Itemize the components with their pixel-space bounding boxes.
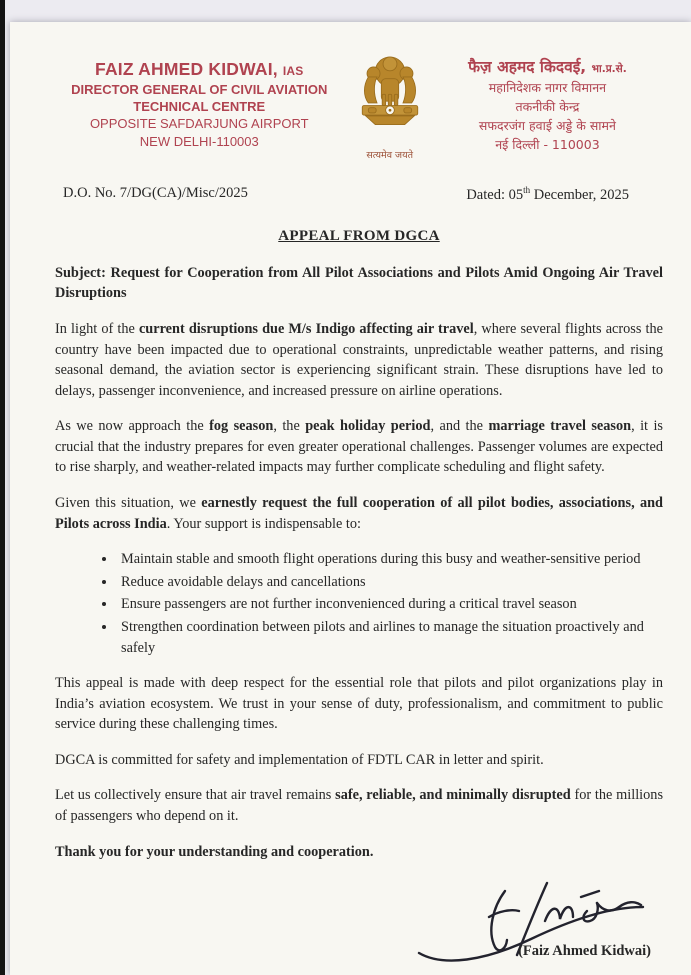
p2-bold-3: marriage travel season bbox=[488, 418, 632, 435]
p1-bold: current disruptions due M/s Indigo affecting air travel bbox=[138, 320, 474, 337]
p6-text: Let us collectively ensure that air travel remains bbox=[55, 787, 336, 804]
sender-name-en bbox=[55, 58, 344, 81]
p6-text-2: for the millions of passengers who depend on it. bbox=[55, 787, 664, 824]
p2-text-4: , it is crucial that the industry prepares for even greater operational challenges. Passenger volumes are expected to rise sharply, and weather-related impacts may further complicate scheduling and flight safety. bbox=[55, 418, 663, 476]
sender-name-en-suffix: IAS bbox=[282, 64, 304, 78]
p2-text: As we now approach the bbox=[55, 418, 210, 435]
sender-address-en: OPPOSITE SAFDARJUNG AIRPORT bbox=[89, 116, 309, 132]
sender-title-hi: महानिदेशक नागर विमानन bbox=[488, 80, 607, 96]
scan-edge-strip bbox=[0, 0, 5, 975]
paragraph-1 bbox=[55, 319, 663, 401]
signatory-name: (Faiz Ahmed Kidwai) bbox=[518, 943, 651, 960]
bullet-item: • Strengthen coordination between pilots and airlines to manage the situation proactively and safely bbox=[117, 617, 663, 658]
dated-ordinal: th bbox=[523, 185, 531, 195]
do-number: D.O. No. 7/DG(CA)/Misc/2025 bbox=[63, 185, 248, 201]
paragraph-6 bbox=[55, 785, 663, 826]
sender-title-en: DIRECTOR GENERAL OF CIVIL AVIATION bbox=[71, 82, 328, 98]
p3-bold: earnestly request the full cooperation of all pilot bodies, associations, and Pilots across India bbox=[55, 495, 663, 532]
bullet-list bbox=[55, 549, 663, 658]
p6-bold: safe, reliable, and minimally disrupted bbox=[335, 787, 571, 804]
p2-text-2: , the bbox=[273, 418, 306, 435]
p2-bold-1: fog season bbox=[209, 418, 274, 435]
letter-body bbox=[55, 263, 663, 862]
sender-name-hi-suffix: भा.प्र.से. bbox=[591, 63, 627, 75]
sender-office-en: TECHNICAL CENTRE bbox=[133, 99, 266, 115]
dated-prefix: Dated: 05 bbox=[466, 186, 524, 203]
bullet-item: • Reduce avoidable delays and cancellations bbox=[117, 572, 663, 593]
emblem-motto: सत्यमेव जयते bbox=[366, 150, 414, 161]
sender-office-hi: तकनीकी केन्द्र bbox=[515, 99, 580, 114]
sender-city-hi: नई दिल्ली - 110003 bbox=[495, 136, 600, 152]
sender-block-hindi bbox=[436, 44, 663, 154]
paragraph-4: This appeal is made with deep respect for the essential role that pilots and pilot organizations play in India’s aviation ecosystem. We trust in your sense of duty, professionalism, and commitment to public service during these challenging times. bbox=[55, 675, 663, 733]
sender-address-hi: सफदरजंग हवाई अड्डे के सामने bbox=[478, 117, 616, 133]
signature-block bbox=[403, 877, 653, 960]
dated bbox=[466, 185, 629, 204]
sender-name-en-text: FAIZ AHMED KIDWAI, bbox=[95, 59, 278, 79]
paragraph-3 bbox=[55, 493, 663, 534]
p1-text-2: , where several flights across the country have been impacted due to operational constraints, unpredictable weather patterns, and rising seasonal demand, the aviation sector is experiencing significant strain. These disruptions have led to delays, passenger inconvenience, and increased pressure on airline operations. bbox=[55, 320, 664, 399]
p2-bold-2: peak holiday period bbox=[305, 418, 431, 435]
bullet-item: • Maintain stable and smooth flight operations during this busy and weather-sensitive period bbox=[117, 549, 663, 570]
p3-text: Given this situation, we bbox=[55, 495, 202, 512]
letterhead bbox=[55, 44, 663, 161]
letter-title: APPEAL FROM DGCA bbox=[278, 227, 440, 244]
p3-text-2: . Your support is indispensable to: bbox=[166, 515, 361, 532]
p1-text: In light of the bbox=[55, 320, 139, 337]
closing-line: Thank you for your understanding and cooperation. bbox=[55, 843, 374, 860]
dated-suffix: December, 2025 bbox=[530, 186, 629, 203]
letter-page bbox=[10, 22, 691, 975]
paragraph-2 bbox=[55, 416, 663, 478]
sender-block-english bbox=[55, 44, 344, 150]
sender-city-en: NEW DELHI-110003 bbox=[139, 133, 259, 149]
p2-text-3: , and the bbox=[430, 418, 489, 435]
sender-name-hi-text: फैज़ अहमद किदवई, bbox=[468, 58, 587, 76]
emblem-block bbox=[344, 44, 436, 161]
sender-name-hi bbox=[436, 56, 659, 79]
bullet-item: • Ensure passengers are not further inconvenienced during a critical travel season bbox=[117, 594, 663, 615]
state-emblem-of-india-icon bbox=[351, 50, 429, 142]
reference-line bbox=[63, 185, 629, 204]
subject-line: Subject: Request for Cooperation from All Pilot Associations and Pilots Amid Ongoing Air Travel Disruptions bbox=[55, 264, 663, 302]
paragraph-5: DGCA is committed for safety and implementation of FDTL CAR in letter and spirit. bbox=[55, 751, 544, 768]
